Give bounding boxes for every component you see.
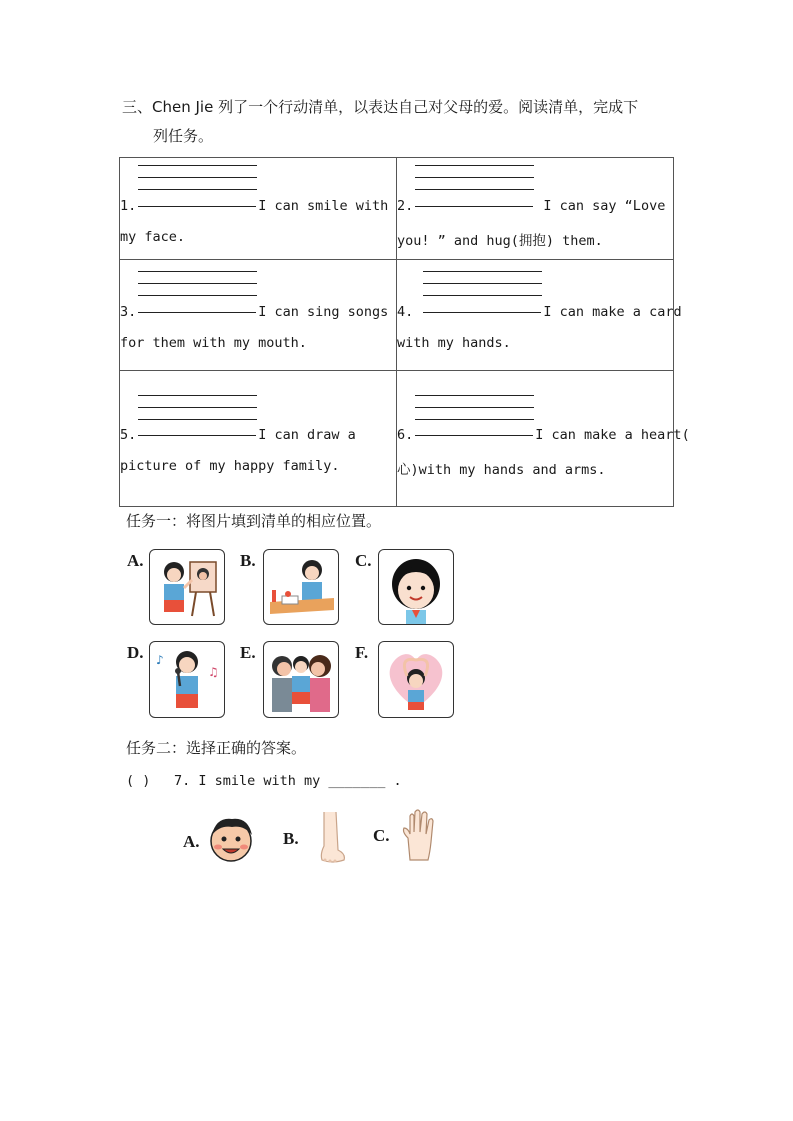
task2-title: 任务二：选择正确的答案。 (126, 739, 307, 757)
writing-blanks (138, 271, 257, 307)
checklist-line1: 3. I can sing songs (120, 304, 389, 320)
q7-option-label-a: A. (183, 832, 200, 851)
checklist-line1: 1. I can smile with (120, 198, 389, 214)
question-7-text: 7. I smile with my _______ . (174, 773, 402, 789)
checklist-cell-6 (397, 371, 690, 507)
checklist-cell-3 (120, 260, 397, 371)
option-label-e: E. (240, 643, 256, 662)
girl-painting-picture-icon (149, 549, 225, 625)
option-label-c: C. (355, 551, 372, 570)
option-label-d: D. (127, 643, 144, 662)
checklist-line2: picture of my happy family. (120, 458, 340, 474)
checklist-line2: for them with my mouth. (120, 335, 307, 351)
boy-face-icon (206, 815, 256, 863)
checklist-line1: 4. I can make a card (397, 304, 682, 320)
section-heading-line1: 三、Chen Jie 列了一个行动清单，以表达自己对父母的爱。阅读清单，完成下 (122, 98, 639, 116)
option-label-b: B. (240, 551, 256, 570)
checklist-cell-1 (120, 158, 397, 260)
svg-text:♪: ♪ (156, 653, 164, 667)
smiling-girl-face-icon (378, 549, 454, 625)
q7-option-label-b: B. (283, 829, 299, 848)
girl-heart-arms-icon (378, 641, 454, 718)
q7-option-label-c: C. (373, 826, 390, 845)
checklist-line2: 心)with my hands and arms. (397, 462, 606, 478)
girl-singing-microphone-icon (149, 641, 225, 718)
answer-blank-paren[interactable]: ( ) (126, 773, 151, 789)
svg-text:♫: ♫ (208, 665, 219, 679)
writing-blanks (138, 165, 257, 201)
foot-icon (312, 810, 348, 864)
action-checklist-table (119, 157, 690, 507)
writing-blanks (415, 395, 534, 431)
writing-blanks (423, 271, 542, 307)
option-label-a: A. (127, 551, 144, 570)
checklist-line2: you! ” and hug(拥抱) them. (397, 233, 603, 249)
writing-blanks (138, 395, 257, 431)
option-label-f: F. (355, 643, 369, 662)
checklist-line2: with my hands. (397, 335, 511, 351)
task1-title: 任务一：将图片填到清单的相应位置。 (126, 512, 382, 530)
checklist-cell-2 (397, 158, 674, 260)
section-heading-line2: 列任务。 (153, 127, 214, 145)
girl-hugging-parents-icon (263, 641, 339, 718)
checklist-cell-5 (120, 371, 397, 507)
checklist-line1: 5. I can draw a (120, 427, 356, 443)
checklist-cell-4 (397, 260, 682, 371)
checklist-line1: 6. I can make a heart( (397, 427, 690, 443)
girl-making-card-icon (263, 549, 339, 625)
checklist-line2: my face. (120, 229, 186, 245)
writing-blanks (415, 165, 534, 201)
hand-icon (400, 808, 438, 862)
checklist-line1: 2. I can say “Love (397, 198, 666, 214)
